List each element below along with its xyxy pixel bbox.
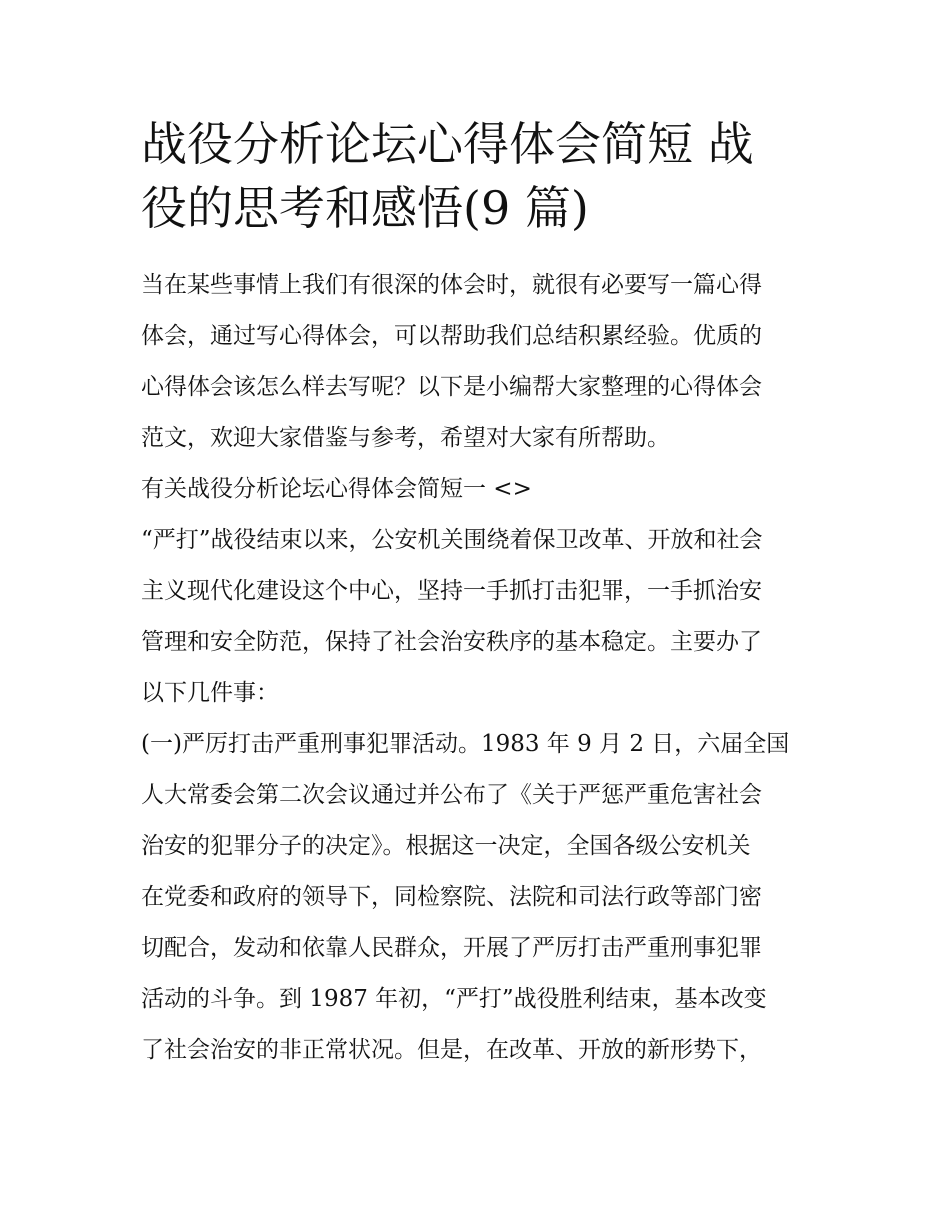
text-line: 范文，欢迎大家借鉴与参考，希望对大家有所帮助。 bbox=[141, 425, 670, 451]
text-line: 在党委和政府的领导下，同检察院、法院和司法行政等部门密 bbox=[141, 884, 762, 910]
text-line: 切配合，发动和依靠人民群众，开展了严厉打击严重刑事犯罪 bbox=[141, 935, 762, 961]
section-heading bbox=[141, 464, 817, 515]
text-line: 人大常委会第二次会议通过并公布了《关于严惩严重危害社会 bbox=[141, 782, 762, 808]
paragraph-1 bbox=[141, 515, 817, 719]
text-line: 心得体会该怎么样去写呢？以下是小编帮大家整理的心得体会 bbox=[141, 374, 762, 400]
document-title bbox=[141, 112, 817, 240]
document-body bbox=[141, 112, 817, 1076]
text-line: 管理和安全防范，保持了社会治安秩序的基本稳定。主要办了 bbox=[141, 629, 762, 655]
section-heading-text: 有关战役分析论坛心得体会简短一 <> bbox=[141, 476, 532, 502]
text-line: “严打”战役结束以来，公安机关围绕着保卫改革、开放和社会 bbox=[141, 527, 763, 553]
text-line: 治安的犯罪分子的决定》。根据这一决定，全国各级公安机关 bbox=[141, 833, 751, 859]
text-line: 以下几件事： bbox=[141, 680, 279, 706]
text-line: 当在某些事情上我们有很深的体会时，就很有必要写一篇心得 bbox=[141, 272, 762, 298]
title-line: 战役分析论坛心得体会简短 战 bbox=[141, 117, 754, 171]
text-line: (一)严厉打击严重刑事犯罪活动。1983 年 9 月 2 日，六届全国 bbox=[141, 731, 790, 757]
text-line: 主义现代化建设这个中心，坚持一手抓打击犯罪，一手抓治安 bbox=[141, 578, 762, 604]
intro-paragraph bbox=[141, 260, 817, 464]
text-line: 活动的斗争。到 1987 年初，“严打”战役胜利结束，基本改变 bbox=[141, 986, 767, 1012]
text-line: 体会，通过写心得体会，可以帮助我们总结积累经验。优质的 bbox=[141, 323, 762, 349]
paragraph-2 bbox=[141, 719, 817, 1076]
title-line: 役的思考和感悟(9 篇) bbox=[141, 181, 589, 235]
text-line: 了社会治安的非正常状况。但是，在改革、开放的新形势下， bbox=[141, 1037, 762, 1063]
